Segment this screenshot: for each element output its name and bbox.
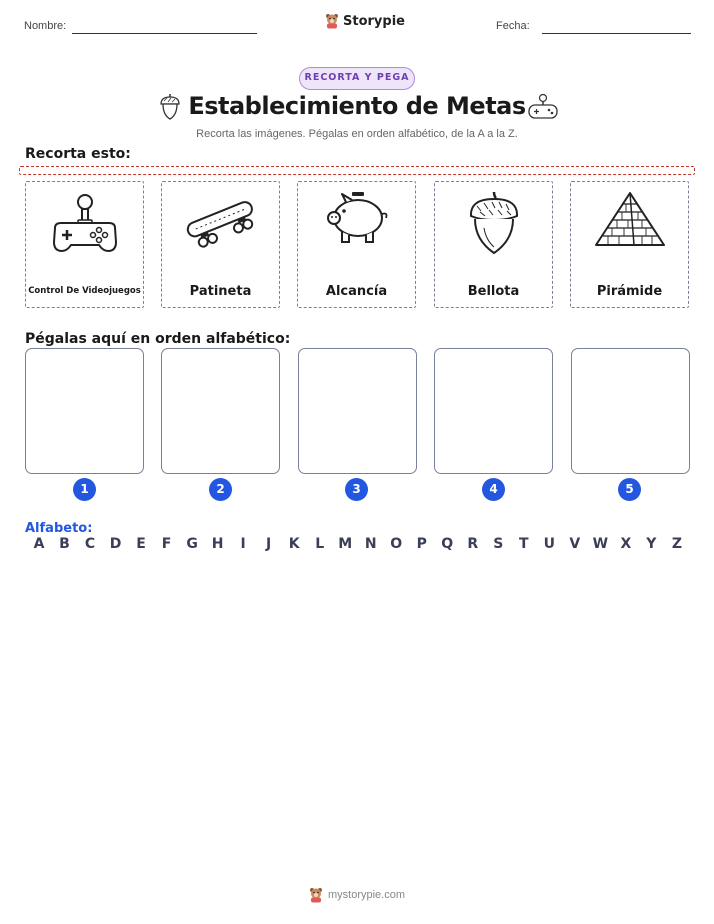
bear-mascot-icon [309,887,323,903]
alphabet-letter: G [186,536,198,552]
alphabet-letter: J [266,536,272,552]
alphabet-letter: I [240,536,246,552]
storypie-logo [325,13,405,29]
alphabet-letter: O [390,536,403,552]
alphabet-letter: W [592,536,609,552]
paste-box-3[interactable] [298,348,417,474]
name-line [72,33,257,34]
alphabet-letter: R [467,536,479,552]
alphabet-letter: M [338,536,353,552]
alphabet-letter: F [161,536,172,552]
footer [0,887,714,903]
alphabet-title: Alfabeto: [25,521,93,536]
alphabet-letter: N [364,536,377,552]
pyramid-icon [594,190,666,250]
brand-name: Storypie [343,13,405,29]
alphabet-letter: S [493,536,504,552]
alphabet-letter: B [59,536,70,552]
acorn-icon [468,190,520,256]
number-badge: 5 [618,478,641,501]
date-line [542,33,691,34]
cut-heading: Recorta esto: [25,146,131,162]
card-label: Bellota [467,284,520,299]
alphabet-letter: C [84,536,96,552]
number-badge: 1 [73,478,96,501]
alphabet-letter: P [416,536,427,552]
instructions: Recorta las imágenes. Pégalas en orden alfabético, de la A a la Z. [196,128,518,140]
paste-box-1[interactable] [25,348,144,474]
cut-card-acorn[interactable] [434,181,553,308]
alphabet-letter: X [620,536,632,552]
alphabet-letter: Q [441,536,454,552]
cut-card-piggy-bank[interactable] [297,181,416,308]
card-label: Patineta [189,284,252,299]
alphabet-row [25,536,689,552]
alphabet-letter: A [33,536,45,552]
card-label: Control De Videojuegos [28,286,141,296]
number-badge: 2 [209,478,232,501]
skateboard-icon [183,190,259,254]
number-badge: 4 [482,478,505,501]
footer-url: mystorypie.com [327,889,406,901]
alphabet-letter: Y [646,536,657,552]
alphabet-letter: U [543,536,555,552]
page-title: Establecimiento de Metas [188,92,526,120]
alphabet-letter: H [211,536,224,552]
paste-heading: Pégalas aquí en orden alfabético: [25,331,291,347]
alphabet-letter: D [109,536,122,552]
paste-box-2[interactable] [161,348,280,474]
name-label: Nombre: [24,20,67,32]
number-badge: 3 [345,478,368,501]
cut-line [19,166,695,175]
date-label: Fecha: [496,20,530,32]
cut-card-pyramid[interactable] [570,181,689,308]
activity-badge: RECORTA Y PEGA [299,67,415,90]
paste-box-4[interactable] [434,348,553,474]
cut-card-skateboard[interactable] [161,181,280,308]
alphabet-letter: V [569,536,581,552]
piggy-bank-icon [322,190,392,254]
cut-card-control[interactable] [25,181,144,308]
alphabet-letter: E [136,536,146,552]
paste-box-5[interactable] [571,348,690,474]
alphabet-letter: L [315,536,325,552]
card-label: Pirámide [596,284,663,299]
bear-mascot-icon [325,13,339,29]
alphabet-letter: Z [671,536,682,552]
card-label: Alcancía [325,284,388,299]
game-controller-icon [527,93,559,121]
alphabet-letter: T [519,536,529,552]
alphabet-letter: K [288,536,300,552]
game-controller-icon [49,190,121,254]
